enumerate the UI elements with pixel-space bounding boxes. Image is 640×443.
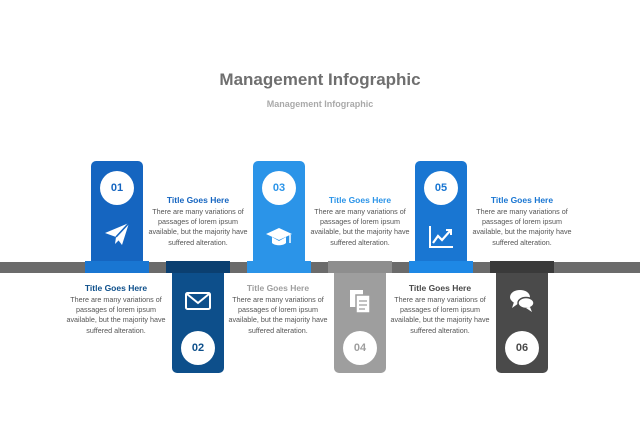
step-text-01 bbox=[142, 195, 254, 248]
step-number-circle-04 bbox=[343, 331, 377, 365]
step-cap-05 bbox=[409, 261, 473, 273]
step-description: There are many variations of passages of lorem ipsum available, but the majority have suffered alteration. bbox=[472, 207, 572, 247]
speech-bubbles-icon bbox=[507, 286, 537, 316]
line-chart-icon bbox=[426, 222, 456, 252]
step-text-05 bbox=[466, 195, 578, 248]
page-subtitle: Management Infographic bbox=[266, 99, 374, 109]
documents-icon bbox=[345, 286, 375, 316]
step-number: 02 bbox=[191, 342, 205, 354]
page-title: Management Infographic bbox=[219, 70, 421, 89]
step-number: 03 bbox=[272, 182, 286, 194]
step-heading: Title Goes Here bbox=[246, 283, 310, 293]
step-number-circle-02 bbox=[181, 331, 215, 365]
graduation-cap-icon bbox=[264, 222, 294, 252]
step-description: There are many variations of passages of lorem ipsum available, but the majority have suffered alteration. bbox=[390, 295, 490, 335]
step-number-circle-03 bbox=[262, 171, 296, 205]
envelope-icon bbox=[183, 286, 213, 316]
step-number-circle-05 bbox=[424, 171, 458, 205]
step-text-04 bbox=[222, 283, 334, 336]
step-heading: Title Goes Here bbox=[408, 283, 472, 293]
step-heading: Title Goes Here bbox=[328, 195, 392, 205]
step-number-circle-01 bbox=[100, 171, 134, 205]
step-description: There are many variations of passages of lorem ipsum available, but the majority have suffered alteration. bbox=[310, 207, 410, 247]
step-number: 01 bbox=[110, 182, 124, 194]
step-text-06 bbox=[384, 283, 496, 336]
step-description: There are many variations of passages of lorem ipsum available, but the majority have suffered alteration. bbox=[228, 295, 328, 335]
step-cap-01 bbox=[85, 261, 149, 273]
step-cap-02 bbox=[166, 261, 230, 273]
step-text-02 bbox=[60, 283, 172, 336]
step-cap-04 bbox=[328, 261, 392, 273]
step-cap-03 bbox=[247, 261, 311, 273]
step-number: 04 bbox=[353, 342, 367, 354]
paper-plane-icon bbox=[102, 219, 132, 249]
step-number-circle-06 bbox=[505, 331, 539, 365]
step-description: There are many variations of passages of lorem ipsum available, but the majority have suffered alteration. bbox=[148, 207, 248, 247]
step-heading: Title Goes Here bbox=[84, 283, 148, 293]
step-number: 05 bbox=[434, 182, 448, 194]
step-heading: Title Goes Here bbox=[490, 195, 554, 205]
step-description: There are many variations of passages of lorem ipsum available, but the majority have suffered alteration. bbox=[66, 295, 166, 335]
step-heading: Title Goes Here bbox=[166, 195, 230, 205]
step-text-03 bbox=[304, 195, 416, 248]
step-number: 06 bbox=[515, 342, 529, 354]
step-cap-06 bbox=[490, 261, 554, 273]
